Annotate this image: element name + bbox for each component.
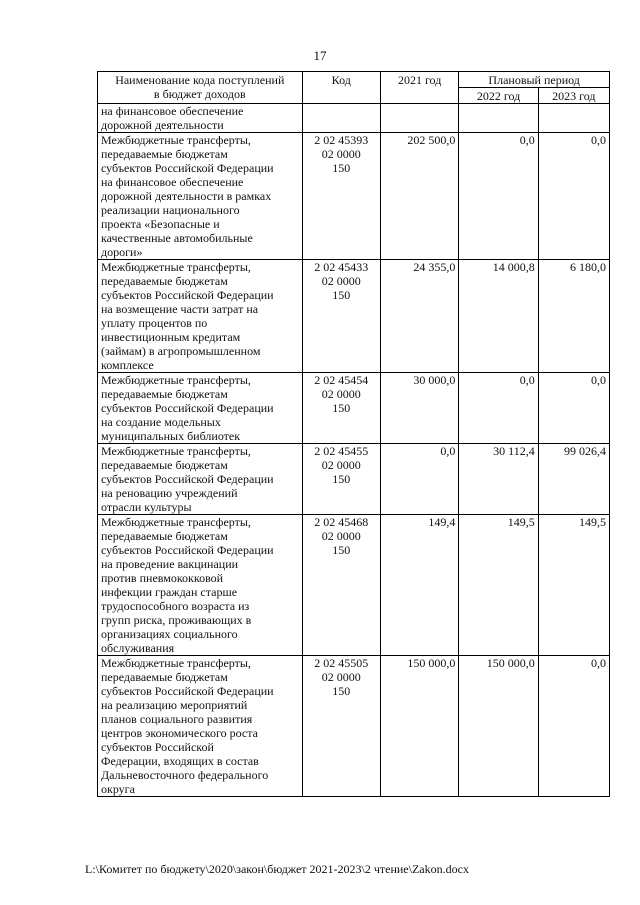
file-path-footer: L:\Комитет по бюджету\2020\закон\бюджет 2021-2023\2 чтение\Zakon.docx — [85, 862, 469, 876]
column-header-name: Наименование кода поступлений в бюджет доходов — [98, 72, 303, 104]
revenue-code-cell: 2 02 45454 02 0000 150 — [302, 373, 380, 444]
revenue-code-cell: 2 02 45433 02 0000 150 — [302, 260, 380, 373]
revenue-code-cell: 2 02 45505 02 0000 150 — [302, 656, 380, 797]
table-row — [98, 515, 610, 656]
table-row — [98, 444, 610, 515]
revenue-code-cell: 2 02 45393 02 0000 150 — [302, 133, 380, 260]
amount-2021-cell: 149,4 — [380, 515, 458, 656]
amount-2022-cell: 150 000,0 — [459, 656, 538, 797]
revenue-name-cell: Межбюджетные трансферты, передаваемые бюджетам субъектов Российской Федерации на финансовое обеспечение дорожной деятельности в рамках реализации национального проекта «Безопасные и качественные автомобильные дороги» — [98, 133, 303, 260]
amount-2022-cell: 0,0 — [459, 133, 538, 260]
amount-2023-cell: 0,0 — [538, 373, 609, 444]
amount-2023-cell: 99 026,4 — [538, 444, 609, 515]
table-row — [98, 260, 610, 373]
revenue-name-cell: Межбюджетные трансферты, передаваемые бюджетам субъектов Российской Федерации на создание модельных муниципальных библиотек — [98, 373, 303, 444]
column-header-2023: 2023 год — [538, 88, 609, 104]
continuation-row — [98, 104, 610, 133]
table-row — [98, 133, 610, 260]
table-row — [98, 656, 610, 797]
amount-2021-cell: 202 500,0 — [380, 133, 458, 260]
column-header-2022: 2022 год — [459, 88, 538, 104]
revenue-code-cell: 2 02 45468 02 0000 150 — [302, 515, 380, 656]
revenue-name-cell: Межбюджетные трансферты, передаваемые бюджетам субъектов Российской Федерации на возмещение части затрат на уплату процентов по инвестиционным кредитам (займам) в агропромышленном комплексе — [98, 260, 303, 373]
empty-cell — [538, 104, 609, 133]
table-row — [98, 373, 610, 444]
amount-2023-cell: 149,5 — [538, 515, 609, 656]
amount-2023-cell: 0,0 — [538, 133, 609, 260]
amount-2022-cell: 14 000,8 — [459, 260, 538, 373]
revenue-name-cell: Межбюджетные трансферты, передаваемые бюджетам субъектов Российской Федерации на реновацию учреждений отрасли культуры — [98, 444, 303, 515]
amount-2021-cell: 24 355,0 — [380, 260, 458, 373]
revenue-name-cell: Межбюджетные трансферты, передаваемые бюджетам субъектов Российской Федерации на реализацию мероприятий планов социального развития центров экономического роста субъектов Российской Федерации, входящих в состав Дальневосточного федерального округа — [98, 656, 303, 797]
amount-2023-cell: 6 180,0 — [538, 260, 609, 373]
empty-cell — [459, 104, 538, 133]
amount-2023-cell: 0,0 — [538, 656, 609, 797]
table-header-row — [98, 72, 610, 88]
budget-revenue-table — [97, 71, 610, 797]
continuation-name-cell: на финансовое обеспечение дорожной деятельности — [98, 104, 303, 133]
column-header-plan-period: Плановый период — [459, 72, 610, 88]
page-number: 17 — [313, 48, 327, 63]
empty-cell — [302, 104, 380, 133]
column-header-code: Код — [302, 72, 380, 104]
amount-2021-cell: 150 000,0 — [380, 656, 458, 797]
revenue-name-cell: Межбюджетные трансферты, передаваемые бюджетам субъектов Российской Федерации на проведение вакцинации против пневмококковой инфекции граждан старше трудоспособного возраста из групп риска, проживающих в организациях социального обслуживания — [98, 515, 303, 656]
amount-2021-cell: 0,0 — [380, 444, 458, 515]
amount-2022-cell: 149,5 — [459, 515, 538, 656]
amount-2022-cell: 0,0 — [459, 373, 538, 444]
empty-cell — [380, 104, 458, 133]
amount-2022-cell: 30 112,4 — [459, 444, 538, 515]
column-header-2021: 2021 год — [380, 72, 458, 104]
amount-2021-cell: 30 000,0 — [380, 373, 458, 444]
revenue-code-cell: 2 02 45455 02 0000 150 — [302, 444, 380, 515]
